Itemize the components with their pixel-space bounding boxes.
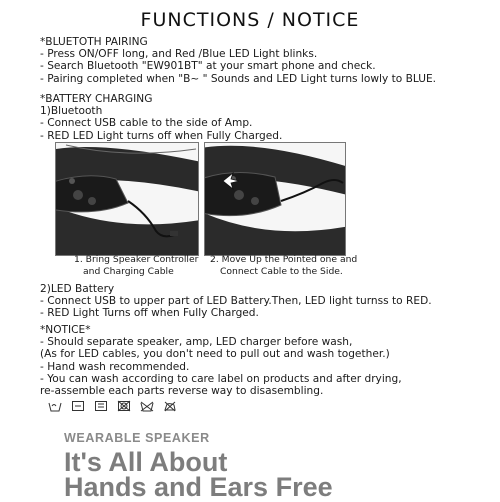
no-tumble-dry-icon xyxy=(117,400,131,412)
caption-line: Connect Cable to the Side. xyxy=(220,265,343,277)
instruction-line: - RED LED Light turns off when Fully Charged. xyxy=(40,129,283,142)
notice-line: re-assemble each parts reverse way to disasembling. xyxy=(40,385,324,398)
hand-wash-icon xyxy=(48,400,62,412)
instruction-line: - Connect USB cable to the side of Amp. xyxy=(40,117,253,130)
photo-caption-left xyxy=(74,254,198,277)
caption-line: 1. Bring Speaker Controller xyxy=(74,254,199,265)
instruction-line: - RED Light Turns off when Fully Charged. xyxy=(40,307,259,320)
page-title: FUNCTIONS / NOTICE xyxy=(140,9,360,31)
notice-line: - Hand wash recommended. xyxy=(40,360,190,373)
caption-line: 2. Move Up the Pointed one and xyxy=(210,254,358,265)
photo-caption-right xyxy=(210,254,357,277)
notice-section xyxy=(40,324,402,397)
care-label-icons xyxy=(48,400,177,412)
led-battery-section xyxy=(40,283,432,320)
section-heading: *BLUETOTH PAIRING xyxy=(40,36,148,48)
subsection-heading: 1)Bluetooth xyxy=(40,105,103,118)
banner-headline: It's All About xyxy=(64,447,228,477)
no-iron-icon xyxy=(163,400,177,412)
photo-speaker-controller-cable xyxy=(55,142,199,256)
instruction-line: - Connect USB to upper part of LED Battery.Then, LED light turnss to RED. xyxy=(40,295,432,308)
instruction-line: - Pairing completed when "B~ " Sounds and LED Light turns lowly to BLUE. xyxy=(40,72,437,85)
section-heading: *BATTERY CHARGING xyxy=(40,93,153,105)
notice-line: (As for LED cables, you don't need to pull out and wash together.) xyxy=(40,348,390,361)
no-machine-wash-icon xyxy=(140,400,154,412)
instruction-line: - Search Bluetooth "EW901BT" at your smart phone and check. xyxy=(40,60,376,73)
bluetooth-pairing-section xyxy=(40,36,436,85)
notice-line: - You can wash according to care label on products and after drying, xyxy=(40,372,402,385)
no-bleach-icon xyxy=(71,400,85,412)
caption-line: and Charging Cable xyxy=(83,265,174,277)
section-heading: *NOTICE* xyxy=(40,324,91,336)
subsection-heading: 2)LED Battery xyxy=(40,283,115,295)
banner-subtitle: WEARABLE SPEAKER xyxy=(64,431,210,445)
banner-headline: Hands and Ears Free xyxy=(64,472,333,502)
photo-connect-cable-side xyxy=(204,142,346,256)
battery-charging-section xyxy=(40,93,282,142)
dry-flat-icon xyxy=(94,400,108,412)
notice-line: - Should separate speaker, amp, LED charger before wash, xyxy=(40,336,353,349)
instruction-line: - Press ON/OFF long, and Red /Blue LED Light blinks. xyxy=(40,48,318,61)
